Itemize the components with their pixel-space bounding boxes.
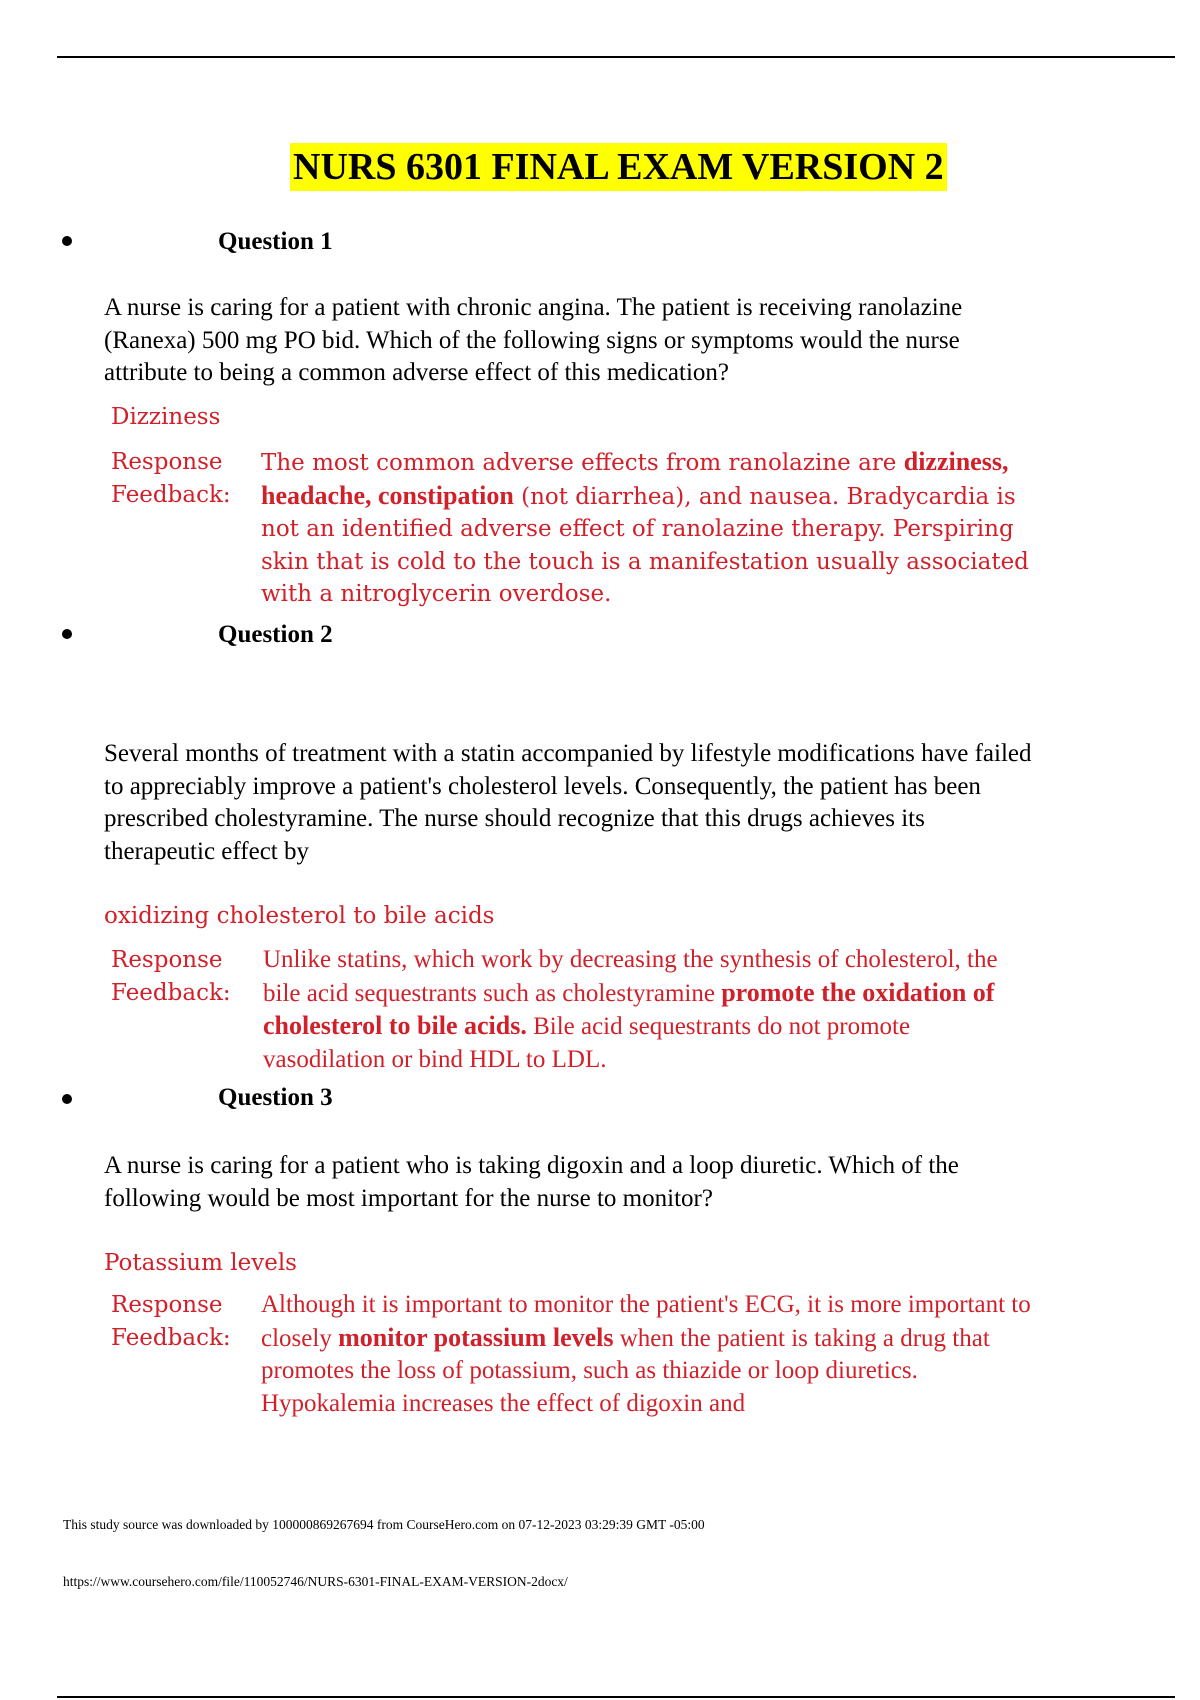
question-3-feedback bbox=[261, 1289, 1031, 1420]
question-3-response-label: Response Feedback: bbox=[111, 1292, 231, 1351]
feedback-text: The most common adverse effects from ranolazine are bbox=[261, 450, 904, 476]
top-rule bbox=[57, 56, 1175, 58]
feedback-emphasis: monitor potassium levels bbox=[338, 1322, 614, 1352]
question-1-answer: Dizziness bbox=[111, 404, 221, 430]
feedback-emphasis: promote the oxidation of cholesterol to bile acids. bbox=[263, 977, 995, 1040]
question-1-response-label: Response Feedback: bbox=[111, 449, 231, 508]
question-1-feedback bbox=[261, 446, 1031, 611]
question-2-text: Several months of treatment with a statin accompanied by lifestyle modifications have failed to appreciably improve a patient's cholesterol levels. Consequently, the patient has been prescribed cholestyramine. The nurse should recognize that this drugs achieves its therapeutic effect by bbox=[104, 740, 1032, 865]
feedback-text: (not diarrhea), and nausea. Bradycardia is not an identified adverse effect of ranolazine therapy. Perspiring skin that is cold to the touch is a manifestation usually associated with a nitroglycerin overdose. bbox=[261, 483, 1029, 607]
download-notice: This study source was downloaded by 100000869267694 from CourseHero.com on 07-12-2023 03:29:39 GMT -05:00 bbox=[63, 1517, 705, 1532]
question-2-feedback bbox=[263, 944, 1033, 1076]
feedback-text: when the patient is taking a drug that promotes the loss of potassium, such as thiazide or loop diuretics. Hypokalemia increases the effect of digoxin and bbox=[261, 1324, 990, 1417]
question-1-text: A nurse is caring for a patient with chronic angina. The patient is receiving ranolazine (Ranexa) 500 mg PO bid. Which of the following signs or symptoms would the nurse attribute to being a common adverse effect of this medication? bbox=[104, 294, 963, 386]
bullet-question-1 bbox=[62, 236, 72, 246]
question-2-response-label: Response Feedback: bbox=[111, 947, 231, 1006]
question-2-answer: oxidizing cholesterol to bile acids bbox=[104, 903, 495, 929]
question-3-answer: Potassium levels bbox=[104, 1250, 297, 1276]
question-3-text: A nurse is caring for a patient who is taking digoxin and a loop diuretic. Which of the following would be most important for the nurse to monitor? bbox=[104, 1152, 959, 1212]
feedback-emphasis: dizziness, headache, constipation bbox=[261, 447, 1009, 510]
document-title: NURS 6301 FINAL EXAM VERSION 2 bbox=[290, 143, 947, 191]
feedback-text: Unlike statins, which work by decreasing the synthesis of cholesterol, the bile acid sequestrants such as cholestyramine bbox=[263, 946, 998, 1007]
source-url[interactable]: https://www.coursehero.com/file/110052746/NURS-6301-FINAL-EXAM-VERSION-2docx/ bbox=[63, 1574, 568, 1589]
question-1-label: Question 1 bbox=[218, 228, 333, 255]
feedback-text: Although it is important to monitor the patient's ECG, it is more important to closely bbox=[261, 1291, 1031, 1352]
feedback-text: Bile acid sequestrants do not promote vasodilation or bind HDL to LDL. bbox=[263, 1013, 911, 1073]
bullet-question-3 bbox=[62, 1094, 72, 1104]
question-2-label: Question 2 bbox=[218, 621, 333, 648]
bullet-question-2 bbox=[62, 629, 72, 639]
bottom-rule bbox=[57, 1696, 1175, 1698]
question-3-label: Question 3 bbox=[218, 1084, 333, 1111]
